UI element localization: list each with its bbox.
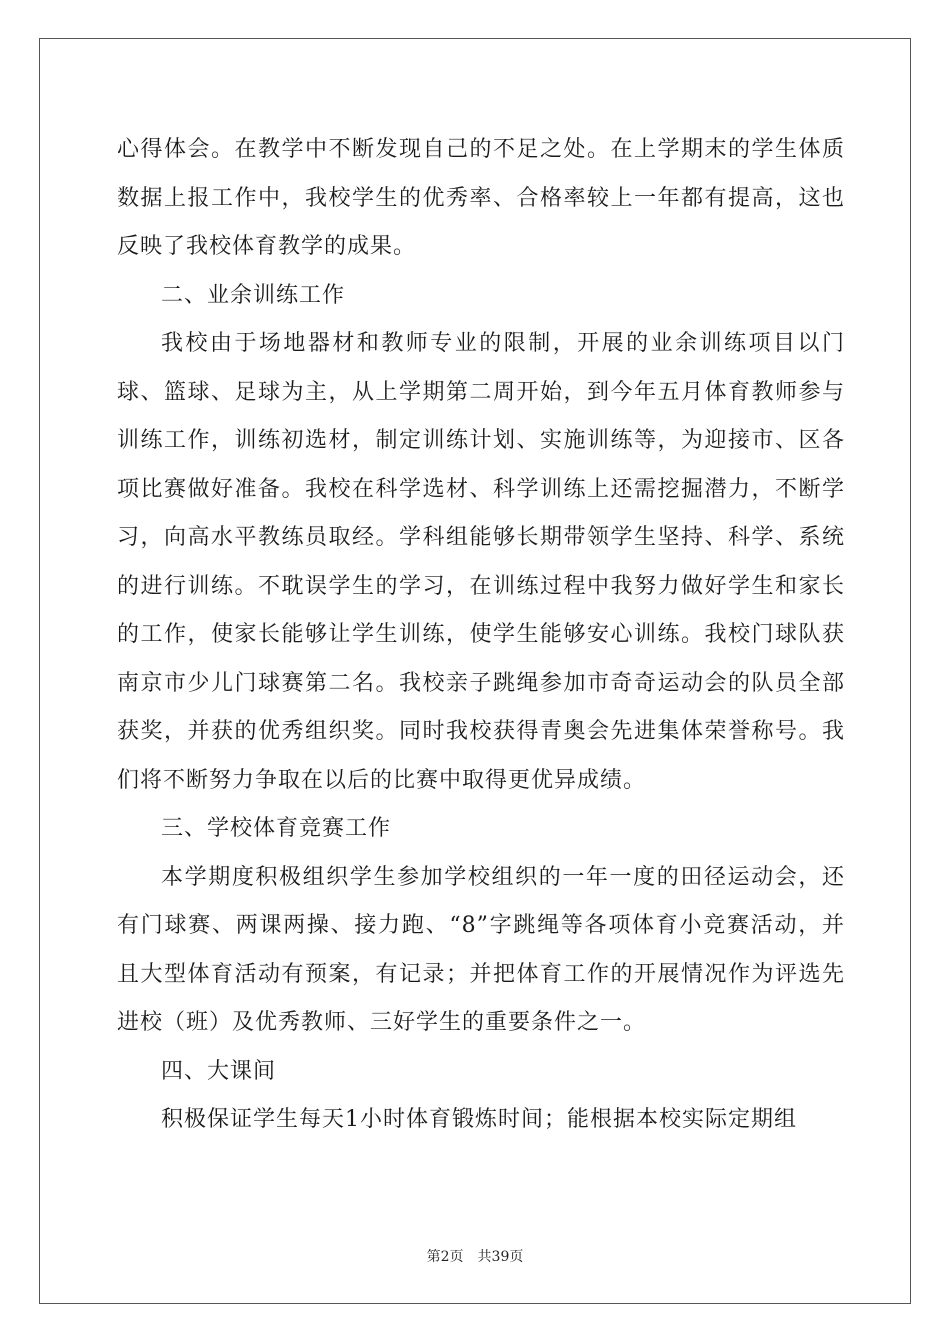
paragraph-recess: 积极保证学生每天1小时体育锻炼时间；能根据本校实际定期组: [161, 1107, 797, 1132]
page-footer: [0, 1246, 950, 1266]
section-heading-competition: 三、学校体育竞赛工作: [161, 816, 392, 841]
document-body: [117, 126, 845, 1145]
paragraph-competition: 本学期度积极组织学生参加学校组织的一年一度的田径运动会，还有门球赛、两课两操、接力跑、“8”字跳绳等各项体育小竞赛活动，并且大型体育活动有预案，有记录；并把体育工作的开展情况作为评选先进校（班）及优秀教师、三好学生的重要条件之一。: [117, 864, 845, 1035]
paragraph-training: 我校由于场地器材和教师专业的限制，开展的业余训练项目以门球、篮球、足球为主，从上学期第二周开始，到今年五月体育教师参与训练工作，训练初选材，制定训练计划、实施训练等，为迎接市、区各项比赛做好准备。我校在科学选材、科学训练上还需挖掘潜力，不断学习，向高水平教练员取经。学科组能够长期带领学生坚持、科学、系统的进行训练。不耽误学生的学习，在训练过程中我努力做好学生和家长的工作，使家长能够让学生训练，使学生能够安心训练。我校门球队获南京市少儿门球赛第二名。我校亲子跳绳参加市奇奇运动会的队员全部获奖，并获的优秀组织奖。同时我校获得青奥会先进集体荣誉称号。我们将不断努力争取在以后的比赛中取得更优异成绩。: [117, 331, 845, 793]
section-heading-recess: 四、大课间: [161, 1058, 277, 1084]
page-number: 第2页: [426, 1249, 464, 1265]
section-heading-training: 二、业余训练工作: [161, 282, 346, 308]
page-total: 共39页: [477, 1249, 524, 1265]
paragraph-intro: 心得体会。在教学中不断发现自己的不足之处。在上学期末的学生体质数据上报工作中，我校学生的优秀率、合格率较上一年都有提高，这也反映了我校体育教学的成果。: [117, 137, 845, 259]
